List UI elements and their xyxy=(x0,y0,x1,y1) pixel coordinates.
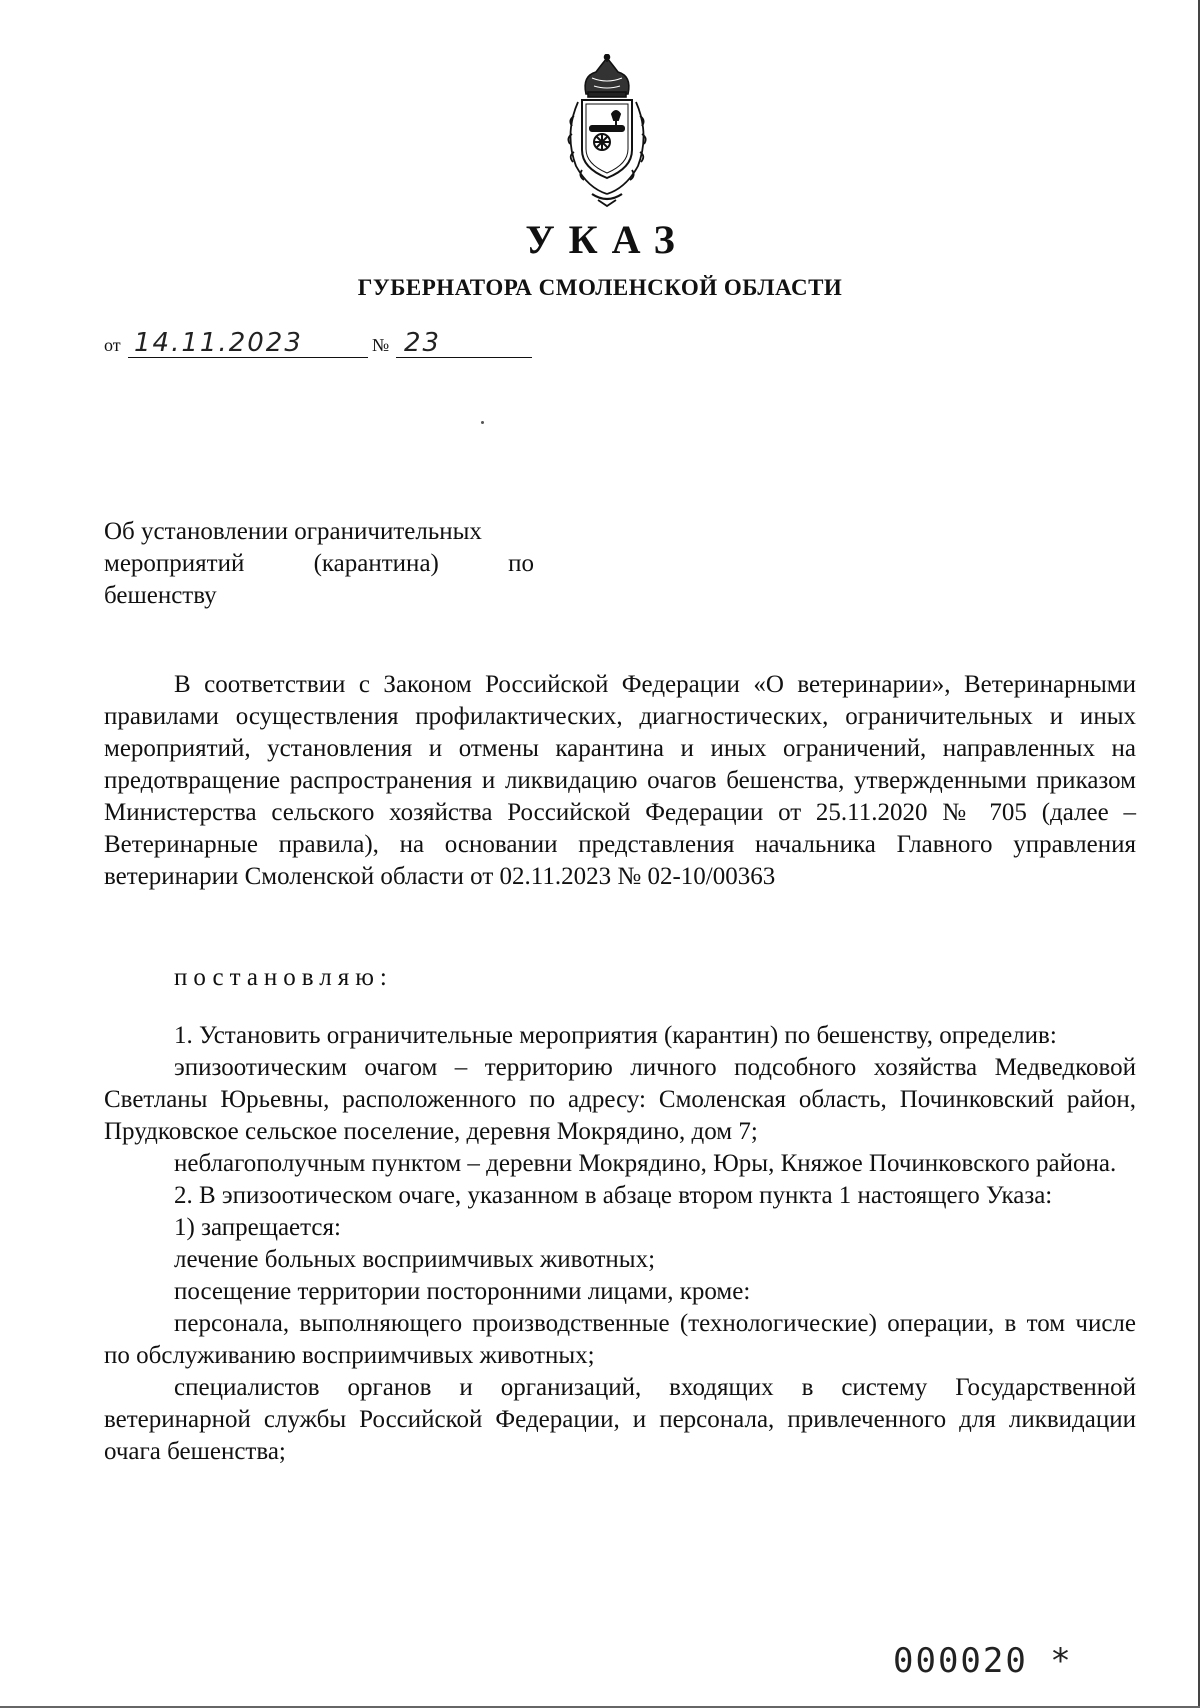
document-subtitle: ГУБЕРНАТОРА СМОЛЕНСКОЙ ОБЛАСТИ xyxy=(357,275,843,300)
document-serial-number: 000020 * xyxy=(893,1641,1073,1681)
handwritten-date: 14.11.2023 xyxy=(134,328,303,358)
decree-points xyxy=(104,1020,1136,1468)
paragraph-1: 1. Установить ограничительные мероприятия (карантин) по бешенству, определив: xyxy=(174,1022,1057,1049)
heading-line-3: бешенству xyxy=(104,582,217,609)
paragraph-prohibited: 1) запрещается: xyxy=(174,1214,341,1241)
paragraph-personnel: персонала, выполняющего производственные (технологические) операции, в том числе по обслуживанию восприимчивых животных; xyxy=(104,1310,1136,1369)
decree-word-block xyxy=(104,962,1136,994)
paragraph-unfavorable-point: неблагополучным пунктом – деревни Мокрядино, Юры, Княжое Починковского района. xyxy=(174,1150,1117,1177)
decree-heading xyxy=(104,516,534,612)
date-number-line xyxy=(104,328,534,358)
paragraph-2: 2. В эпизоотическом очаге, указанном в абзаце втором пункта 1 настоящего Указа: xyxy=(174,1182,1053,1209)
paragraph-specialists: специалистов органов и организаций, входящих в систему Государственной ветеринарной службы Российской Федерации, и персонала, привлеченного для ликвидации очага бешенства; xyxy=(104,1374,1136,1465)
number-label: № xyxy=(372,335,390,355)
paragraph-outbreak: эпизоотическим очагом – территорию личного подсобного хозяйства Медведковой Светланы Юрьевны, расположенного по адресу: Смоленская область, Починковский район, Прудковское сельское поселение, деревня Мокрядино, дом 7; xyxy=(104,1054,1136,1145)
heading-word: (карантина) xyxy=(313,550,439,577)
handwritten-number: 23 xyxy=(404,328,442,358)
paragraph-visit: посещение территории посторонними лицами, кроме: xyxy=(174,1278,751,1305)
paragraph-treatment: лечение больных восприимчивых животных; xyxy=(174,1246,656,1273)
decree-word: постановляю: xyxy=(174,964,393,991)
scan-speck xyxy=(481,421,484,424)
coat-of-arms-icon xyxy=(552,54,662,208)
heading-word: мероприятий xyxy=(104,550,245,577)
heading-line-2 xyxy=(104,548,534,580)
preamble-block xyxy=(104,669,1136,893)
heading-line-1: Об установлении ограничительных xyxy=(104,518,482,545)
document-title: УКАЗ xyxy=(525,217,689,262)
heading-word: по xyxy=(508,550,534,577)
preamble-paragraph: В соответствии с Законом Российской Федерации «О ветеринарии», Ветеринарными правилами осуществления профилактических, диагностических, ограничительных и иных мероприятий, установления и отмены карантина и иных ограничений, направленных на предотвращение распространения и ликвидацию очагов бешенства, утвержденными приказом Министерства сельского хозяйства Российской Федерации от 25.11.2020 № 705 (далее – Ветеринарные правила), на основании представления начальника Главного управления ветеринарии Смоленской области от 02.11.2023 № 02-10/00363 xyxy=(104,671,1136,890)
date-label: от xyxy=(104,335,121,355)
